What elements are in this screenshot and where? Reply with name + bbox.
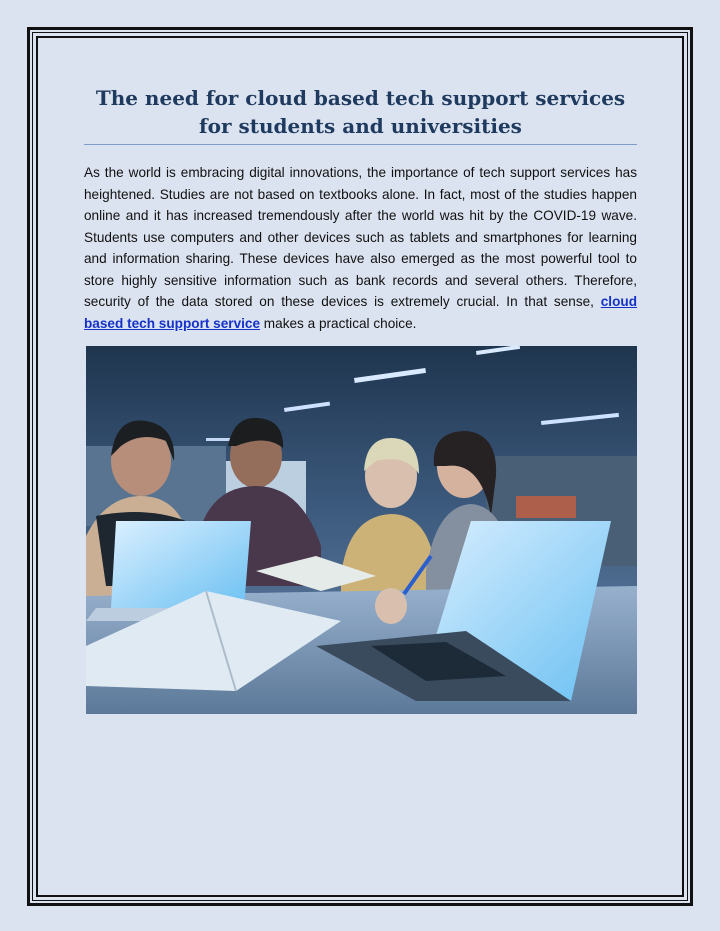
page-title-line-2: for students and universities [199,114,522,138]
page-title [84,84,637,140]
students-studying-photo [86,346,637,714]
body-paragraph [84,162,637,334]
title-divider [84,144,637,145]
paragraph-text: As the world is embracing digital innovations, the importance of tech support services has heightened. Studies are not based on textbooks alone. In fact, most of the studies happen online and it has increased tremendously after the world was hit by the COVID-19 wave. Students use computers and other devices such as tablets and smartphones for learning and information sharing. These devices have also emerged as the most powerful tool to store highly sensitive information such as bank records and several others. Therefore, security of the data stored on these devices is extremely crucial. In that sense, [84,165,637,309]
paragraph-text-end: makes a practical choice. [260,315,417,331]
page-title-line-1: The need for cloud based tech support services [95,86,626,110]
students-photo-illustration [86,346,637,714]
cloud-tech-support-link[interactable]: cloud based tech support service [84,294,637,331]
